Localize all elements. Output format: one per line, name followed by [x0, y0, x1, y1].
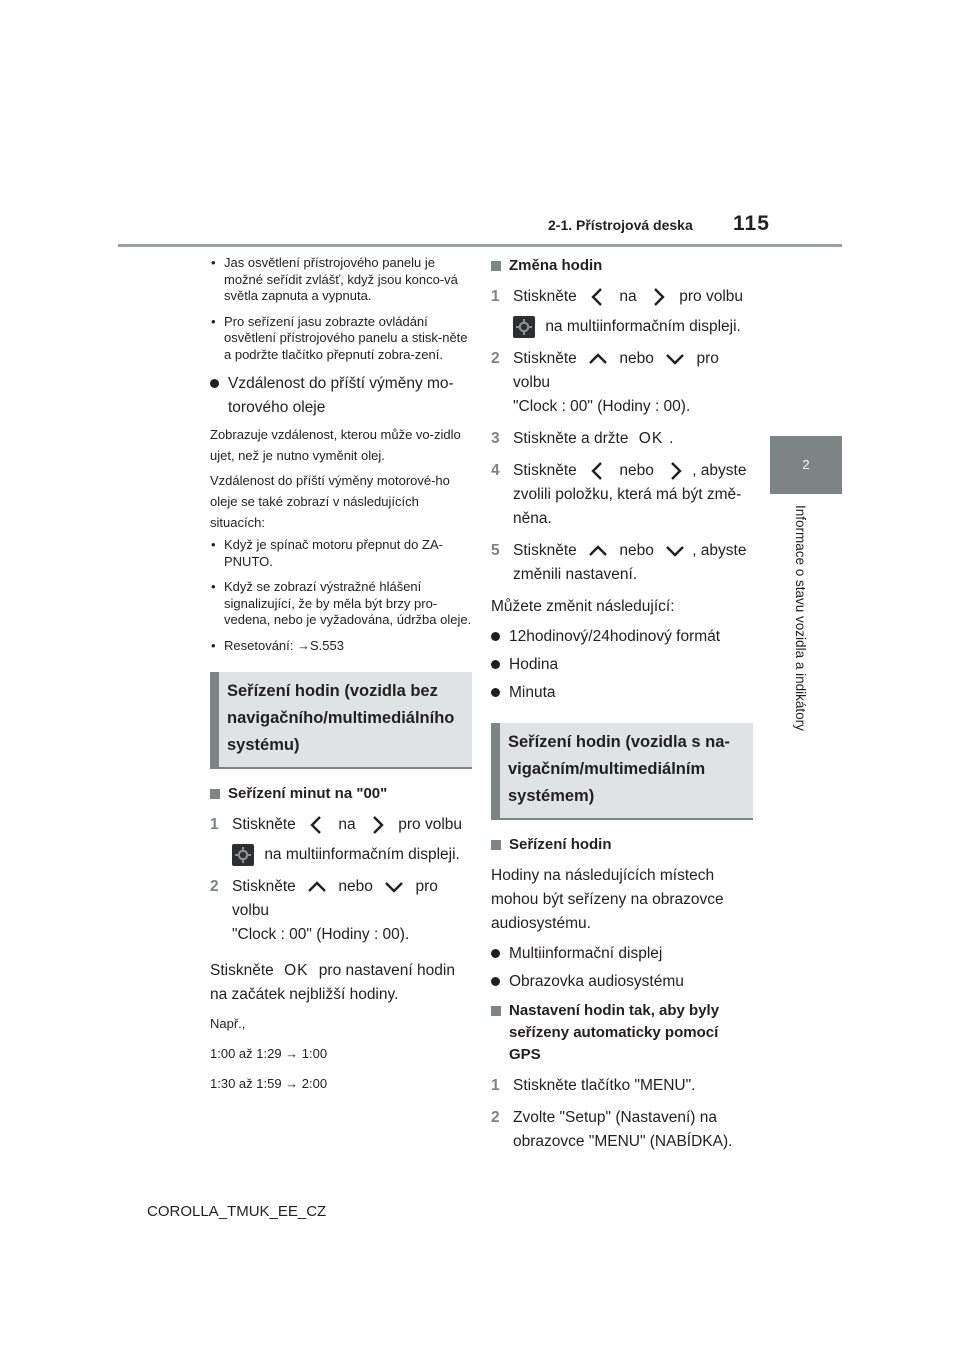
square-bullet-icon	[491, 261, 501, 271]
example-line: 1:00 až 1:29 → 1:00	[210, 1046, 328, 1061]
subheading: Změna hodin	[491, 255, 753, 277]
square-bullet-icon	[210, 789, 220, 799]
ok-paragraph: Stiskněte OK pro nastavení hodin na začátek nejbližší hodiny.	[210, 959, 472, 1007]
chevron-left-icon	[587, 460, 609, 482]
section-heading: Seřízení hodin (vozidla bez navigačního/multimediálního systému)	[210, 672, 472, 769]
section-heading: Seřízení hodin (vozidla s na-vigačním/multimediálním systémem)	[491, 723, 753, 820]
page-number: 115	[733, 212, 770, 235]
header-rule	[118, 244, 842, 247]
square-bullet-icon	[491, 840, 501, 850]
step: 2 Stiskněte nebo pro volbu "Clock : 00" (Hodiny : 00).	[491, 347, 753, 419]
paragraph: Hodiny na následujících místech mohou být seřízeny na obrazovce audiosystému.	[491, 867, 724, 932]
step-continued: na multiinformačním displeji.	[210, 843, 472, 867]
oil-paragraph: Zobrazuje vzdálenost, kterou může vo-zidlo ujet, než je nutno vyměnit olej.	[210, 427, 461, 463]
section-title: 2-1. Přístrojová deska	[548, 217, 693, 233]
list-item: • Když se zobrazí výstražné hlášení signalizující, že by měla být brzy pro-vedena, nebo je vyžadována, údržba oleje.	[210, 579, 472, 629]
chevron-down-icon	[383, 876, 405, 898]
list-item: Multiinformační displej	[491, 942, 753, 966]
settings-gear-icon	[232, 844, 254, 866]
bullet-dot-icon	[491, 688, 500, 697]
paragraph: Můžete změnit následující:	[491, 598, 675, 615]
step-continued: na multiinformačním displeji.	[491, 315, 753, 339]
chapter-number: 2	[802, 457, 810, 472]
step: 2 Stiskněte nebo pro volbu "Clock : 00" (Hodiny : 00).	[210, 875, 472, 947]
settings-gear-icon	[513, 316, 535, 338]
list-item: • Když je spínač motoru přepnut do ZA-PNUTO.	[210, 537, 472, 570]
list-item: • Pro seřízení jasu zobrazte ovládání osvětlení přístrojového panelu a stisk-něte a podržte tlačítko přepnutí zobra-zení.	[210, 314, 472, 364]
chevron-right-icon	[366, 814, 388, 836]
list-item: Minuta	[491, 681, 753, 705]
chevron-down-icon	[664, 540, 686, 562]
bullet-dot-icon	[491, 632, 500, 641]
ok-key-icon: OK	[284, 962, 309, 979]
chevron-left-icon	[587, 286, 609, 308]
chevron-right-icon	[664, 460, 686, 482]
example-line: 1:30 až 1:59 → 2:00	[210, 1076, 328, 1091]
example-label: Např.,	[210, 1016, 246, 1031]
chevron-right-icon	[647, 286, 669, 308]
chevron-up-icon	[587, 348, 609, 370]
subheading: Seřízení hodin	[491, 834, 753, 856]
footer-code: COROLLA_TMUK_EE_CZ	[147, 1203, 327, 1220]
step: 2 Zvolte "Setup" (Nastavení) na obrazovce "MENU" (NABÍDKA).	[491, 1109, 733, 1150]
list-item: • Jas osvětlení přístrojového panelu je možné seřídit zvlášť, když jsou konco-vá světla zapnuta a vypnuta.	[210, 255, 472, 305]
chevron-up-icon	[587, 540, 609, 562]
list-item: • Resetování: →S.553	[210, 638, 472, 655]
step: 1 Stiskněte tlačítko "MENU".	[491, 1077, 696, 1094]
bullet-dot-icon	[491, 977, 500, 986]
oil-paragraph: Vzdálenost do příští výměny motorové-ho oleje se také zobrazí v následujících situacích:	[210, 473, 450, 530]
right-column	[491, 255, 753, 1162]
list-item: Obrazovka audiosystému	[491, 970, 753, 994]
list-item: 12hodinový/24hodinový formát	[491, 625, 753, 649]
oil-heading: Vzdálenost do příští výměny mo-torového oleje	[210, 372, 472, 420]
chevron-down-icon	[664, 348, 686, 370]
chevron-up-icon	[306, 876, 328, 898]
subheading: Seřízení minut na "00"	[210, 783, 472, 805]
chevron-left-icon	[306, 814, 328, 836]
step: 5 Stiskněte nebo , abyste změnili nastavení.	[491, 539, 753, 587]
step: 1 Stiskněte na pro volbu	[491, 285, 753, 309]
ok-key-icon: OK	[638, 430, 664, 447]
step: 3 Stiskněte a držte OK .	[491, 427, 753, 451]
left-column	[210, 255, 472, 1103]
bullet-dot-icon	[491, 949, 500, 958]
chapter-label: Informace o stavu vozidla a indikátory	[793, 505, 808, 731]
subheading: Nastavení hodin tak, aby byly seřízeny automaticky pomocí GPS	[491, 1000, 753, 1066]
bullet-dot-icon	[210, 379, 219, 388]
list-item: Hodina	[491, 653, 753, 677]
bullet-dot-icon	[491, 660, 500, 669]
step: 1 Stiskněte na pro volbu	[210, 813, 472, 837]
step: 4 Stiskněte nebo , abyste zvolili položku, která má být změ-něna.	[491, 459, 753, 531]
square-bullet-icon	[491, 1006, 501, 1016]
